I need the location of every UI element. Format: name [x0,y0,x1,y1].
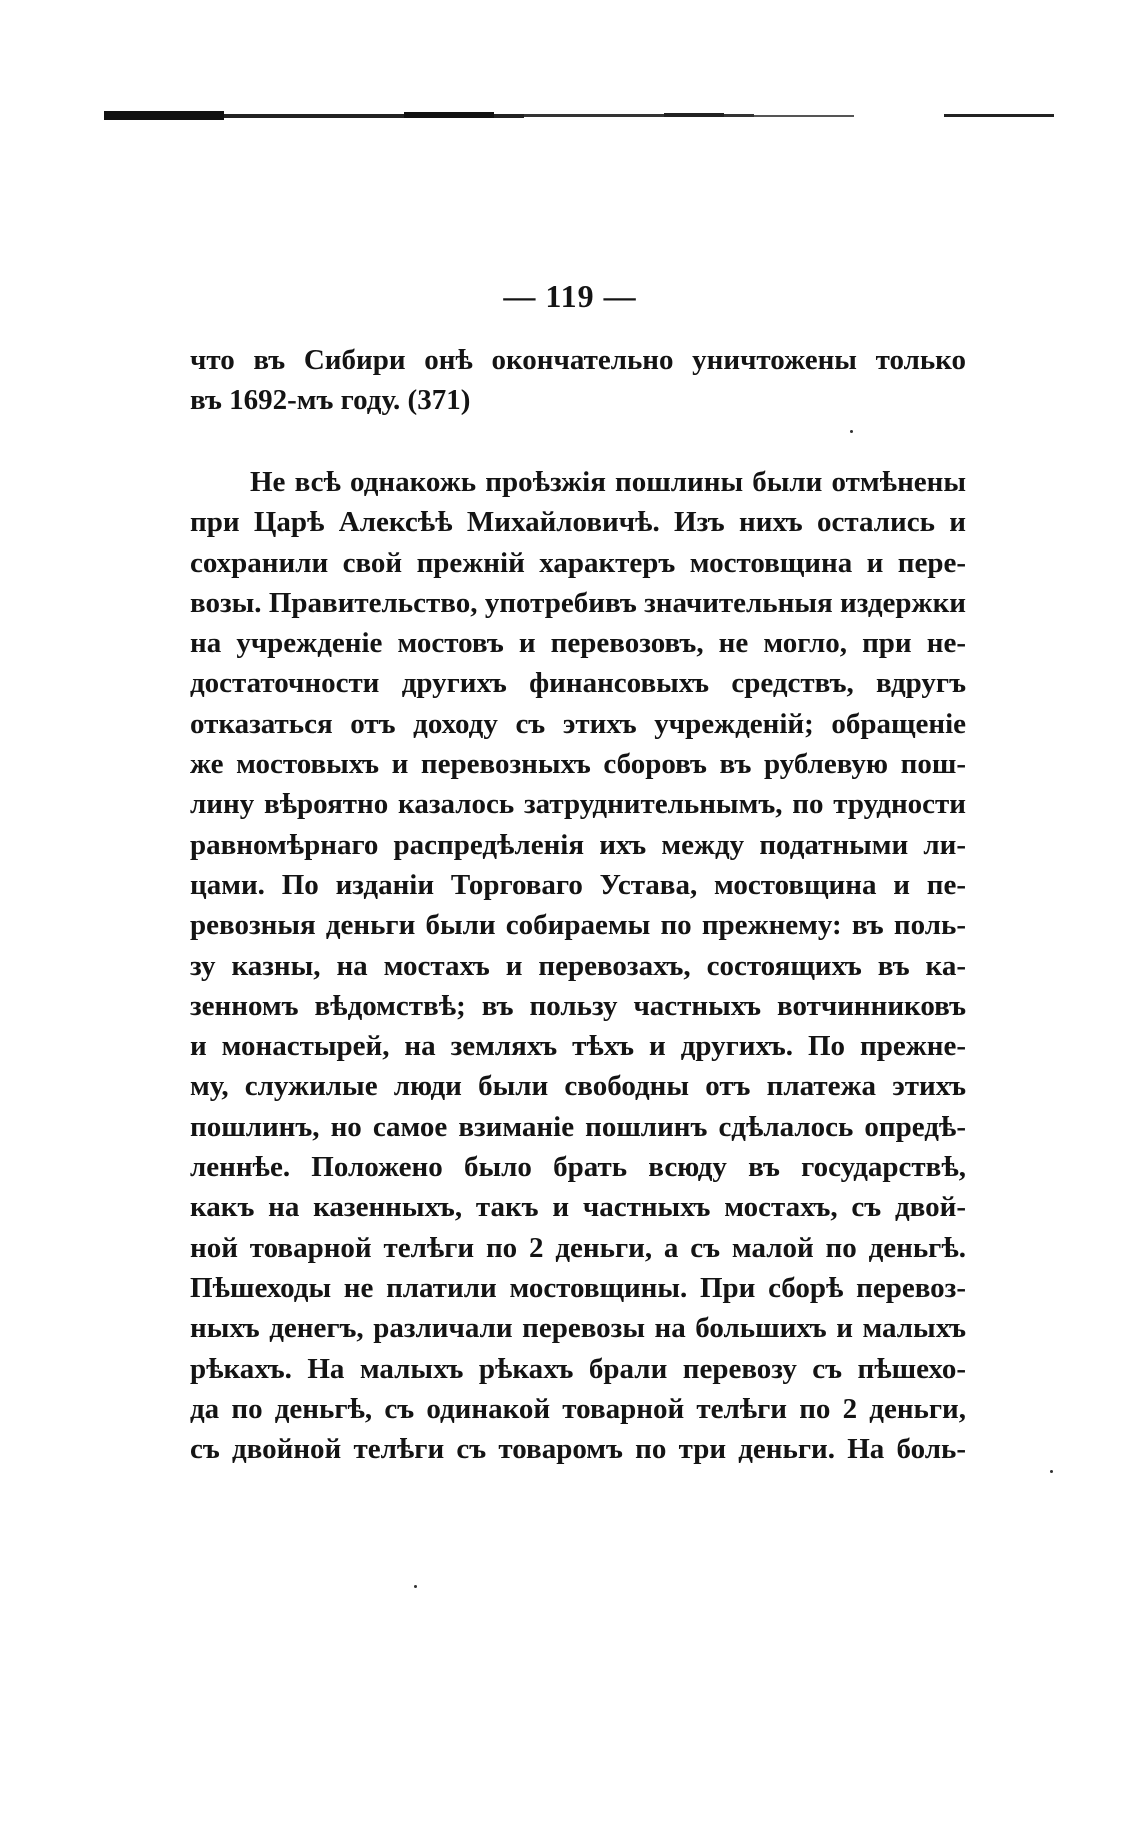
paragraph-line: да по деньгѣ, съ одинакой товарной телѣги по 2 деньги, [190,1392,966,1425]
scan-speck [1050,1470,1053,1473]
paragraph-line: Пѣшеходы не платили мостовщины. При сборѣ перевоз- [190,1271,966,1304]
continuation-line: въ 1692-мъ году. (371) [190,384,471,417]
paragraph-line: и монастырей, на земляхъ тѣхъ и другихъ. По прежне- [190,1030,966,1063]
paragraph-line: ныхъ денегъ, различали перевозы на большихъ и малыхъ [190,1312,966,1345]
paragraph-line: же мостовыхъ и перевозныхъ сборовъ въ рублевую пош- [190,748,966,781]
paragraph-line: отказаться отъ доходу съ этихъ учрежденій; обращеніе [190,707,966,740]
top-rule-line [104,108,1054,122]
paragraph-line: зенномъ вѣдомствѣ; въ пользу частныхъ вотчинниковъ [190,989,966,1022]
paragraph-line: ной товарной телѣги по 2 деньги, а съ малой по деньгѣ. [190,1231,966,1264]
paragraph-line: достаточности другихъ финансовыхъ средствъ, вдругъ [190,667,966,700]
paragraph-line: ревозныя деньги были собираемы по прежнему: въ поль- [190,909,966,942]
paragraph-line: какъ на казенныхъ, такъ и частныхъ мостахъ, съ двой- [190,1191,966,1224]
continuation-line: что въ Сибири онѣ окончательно уничтожены только [190,344,966,376]
scan-speck [414,1585,417,1588]
paragraph-line: лину вѣроятно казалось затруднительнымъ, по трудности [190,788,966,821]
paragraph-line: му, служилые люди были свободны отъ платежа этихъ [190,1070,966,1103]
paragraph-line: при Царѣ Алексѣѣ Михайловичѣ. Изъ нихъ остались и [190,506,966,539]
continuation-text [190,340,966,421]
paragraph-line: зу казны, на мостахъ и перевозахъ, состоящихъ въ ка- [190,949,966,982]
page-number: — 119 — [503,278,637,314]
paragraph-line: съ двойной телѣги съ товаромъ по три деньги. На боль- [190,1433,966,1466]
paragraph-line: равномѣрнаго распредѣленія ихъ между податными ли- [190,828,966,861]
scan-speck [850,430,853,433]
paragraph-line: Не всѣ однакожь проѣзжія пошлины были отмѣнены [250,466,966,498]
paragraph-line: пошлинъ, но самое взиманіе пошлинъ сдѣлалось опредѣ- [190,1110,966,1143]
main-paragraph [190,462,966,1469]
paragraph-line: сохранили свой прежній характеръ мостовщина и пере- [190,546,966,579]
paragraph-line: цами. По изданіи Торговаго Устава, мостовщина и пе- [190,868,966,901]
paragraph-line: леннѣе. Положено было брать всюду въ государствѣ, [190,1151,966,1184]
paragraph-line: на учрежденіе мостовъ и перевозовъ, не могло, при не- [190,627,966,660]
paragraph-line: возы. Правительство, употребивъ значительныя издержки [190,586,966,619]
paragraph-line: рѣкахъ. На малыхъ рѣкахъ брали перевозу съ пѣшехо- [190,1352,966,1385]
